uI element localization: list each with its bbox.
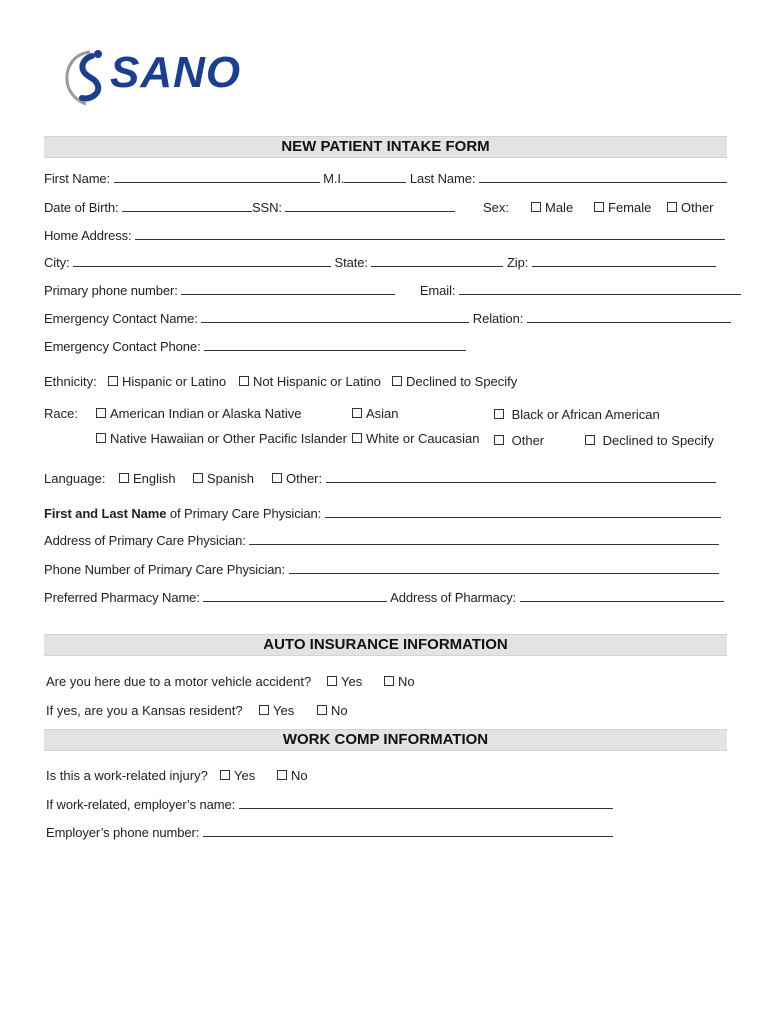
checkbox-icon[interactable] bbox=[259, 705, 269, 715]
email-field[interactable] bbox=[459, 283, 741, 295]
option-label: English bbox=[133, 471, 176, 486]
checkbox-icon[interactable] bbox=[96, 433, 106, 443]
emergency-contact-phone-label: Emergency Contact Phone: bbox=[44, 339, 201, 354]
dob-field[interactable] bbox=[122, 200, 252, 212]
city-label: City: bbox=[44, 255, 70, 270]
checkbox-icon[interactable] bbox=[277, 770, 287, 780]
checkbox-icon[interactable] bbox=[239, 376, 249, 386]
emergency-phone-row bbox=[44, 339, 466, 355]
option-label: Male bbox=[545, 200, 574, 215]
race-option-declined[interactable] bbox=[585, 433, 714, 449]
language-option-other[interactable] bbox=[272, 471, 716, 487]
checkbox-icon[interactable] bbox=[327, 676, 337, 686]
option-label: Spanish bbox=[207, 471, 254, 486]
zip-field[interactable] bbox=[532, 255, 716, 267]
pharmacy-name-label: Preferred Pharmacy Name: bbox=[44, 590, 200, 605]
option-label: Yes bbox=[273, 703, 295, 718]
option-label: No bbox=[331, 703, 348, 718]
city-field[interactable] bbox=[73, 255, 331, 267]
checkbox-icon[interactable] bbox=[220, 770, 230, 780]
option-label: Native Hawaiian or Other Pacific Islander bbox=[110, 431, 347, 446]
sano-logo bbox=[62, 44, 258, 112]
logo-text: SANO bbox=[110, 48, 242, 97]
state-field[interactable] bbox=[371, 255, 503, 267]
race-option-native-hawaiian[interactable] bbox=[96, 431, 347, 447]
form-title: NEW PATIENT INTAKE FORM bbox=[44, 136, 727, 158]
emergency-contact-name-field[interactable] bbox=[201, 311, 469, 323]
employer-phone-row bbox=[46, 825, 613, 841]
first-name-field[interactable] bbox=[114, 171, 320, 183]
physician-name-row bbox=[44, 506, 721, 522]
physician-phone-label: Phone Number of Primary Care Physician: bbox=[44, 562, 286, 577]
pharmacy-row bbox=[44, 590, 724, 606]
physician-name-label: of Primary Care Physician: bbox=[169, 506, 322, 521]
race-option-american-indian[interactable] bbox=[96, 406, 301, 422]
checkbox-icon[interactable] bbox=[384, 676, 394, 686]
employer-name-field[interactable] bbox=[239, 797, 613, 809]
auto-q2-yes[interactable] bbox=[259, 703, 294, 719]
option-label: Hispanic or Latino bbox=[122, 374, 227, 389]
checkbox-icon[interactable] bbox=[193, 473, 203, 483]
state-label: State: bbox=[334, 255, 368, 270]
physician-address-field[interactable] bbox=[249, 533, 719, 545]
employer-phone-label: Employer’s phone number: bbox=[46, 825, 200, 840]
home-address-label: Home Address: bbox=[44, 228, 132, 243]
sex-option-female[interactable] bbox=[594, 200, 651, 216]
option-label: Declined to Specify bbox=[406, 374, 518, 389]
emergency-contact-row bbox=[44, 311, 731, 327]
ssn-label: SSN: bbox=[251, 200, 282, 215]
auto-q1-yes[interactable] bbox=[327, 674, 362, 690]
option-label: Other bbox=[511, 433, 545, 448]
physician-address-label: Address of Primary Care Physician: bbox=[44, 533, 246, 548]
option-label: Other bbox=[681, 200, 714, 215]
checkbox-icon[interactable] bbox=[494, 435, 504, 445]
checkbox-icon[interactable] bbox=[494, 409, 504, 419]
work-q1-yes[interactable] bbox=[220, 768, 255, 784]
pharmacy-name-field[interactable] bbox=[203, 590, 387, 602]
option-label: Yes bbox=[234, 768, 256, 783]
physician-phone-field[interactable] bbox=[289, 562, 719, 574]
checkbox-icon[interactable] bbox=[594, 202, 604, 212]
checkbox-icon[interactable] bbox=[667, 202, 677, 212]
first-name-row bbox=[44, 171, 727, 187]
physician-name-bold-label: First and Last Name bbox=[44, 506, 167, 521]
primary-phone-label: Primary phone number: bbox=[44, 283, 178, 298]
mi-label: M.I. bbox=[323, 171, 345, 186]
relation-label: Relation: bbox=[472, 311, 524, 326]
ethnicity-label: Ethnicity: bbox=[44, 374, 97, 389]
employer-phone-field[interactable] bbox=[203, 825, 613, 837]
zip-label: Zip: bbox=[506, 255, 529, 270]
race-option-asian[interactable] bbox=[352, 406, 399, 422]
option-label: Other: bbox=[286, 471, 323, 486]
checkbox-icon[interactable] bbox=[96, 408, 106, 418]
option-label: No bbox=[291, 768, 308, 783]
physician-name-field[interactable] bbox=[325, 506, 721, 518]
auto-q2-no[interactable] bbox=[317, 703, 348, 719]
auto-q2-label: If yes, are you a Kansas resident? bbox=[46, 703, 243, 718]
pharmacy-address-field[interactable] bbox=[520, 590, 724, 602]
physician-address-row bbox=[44, 533, 719, 549]
language-option-english[interactable] bbox=[119, 471, 176, 487]
pharmacy-address-label: Address of Pharmacy: bbox=[390, 590, 517, 605]
race-option-white[interactable] bbox=[352, 431, 479, 447]
first-name-label: First Name: bbox=[44, 171, 111, 186]
last-name-field[interactable] bbox=[479, 171, 727, 183]
work-q1-label: Is this a work-related injury? bbox=[46, 768, 208, 783]
relation-field[interactable] bbox=[527, 311, 731, 323]
ssn-field[interactable] bbox=[285, 200, 455, 212]
option-label: Asian bbox=[366, 406, 399, 421]
checkbox-icon[interactable] bbox=[585, 435, 595, 445]
home-address-row bbox=[44, 228, 725, 244]
ethnicity-option-not-hispanic[interactable] bbox=[239, 374, 381, 390]
option-label: White or Caucasian bbox=[366, 431, 480, 446]
checkbox-icon[interactable] bbox=[272, 473, 282, 483]
phone-row bbox=[44, 283, 741, 299]
last-name-label: Last Name: bbox=[409, 171, 476, 186]
dob-row bbox=[44, 200, 455, 216]
language-option-spanish[interactable] bbox=[193, 471, 254, 487]
city-row bbox=[44, 255, 716, 271]
auto-q1-label: Are you here due to a motor vehicle accident? bbox=[46, 674, 312, 689]
ethnicity-option-hispanic[interactable] bbox=[108, 374, 226, 390]
home-address-field[interactable] bbox=[135, 228, 725, 240]
checkbox-icon[interactable] bbox=[108, 376, 118, 386]
employer-name-row bbox=[46, 797, 613, 813]
email-label: Email: bbox=[419, 283, 456, 298]
option-label: No bbox=[398, 674, 415, 689]
work-q1-no[interactable] bbox=[277, 768, 308, 784]
mi-field[interactable] bbox=[344, 171, 406, 183]
race-option-black[interactable] bbox=[494, 407, 660, 423]
option-label: American Indian or Alaska Native bbox=[110, 406, 302, 421]
option-label: Not Hispanic or Latino bbox=[253, 374, 381, 389]
sex-label: Sex: bbox=[483, 200, 510, 215]
checkbox-icon[interactable] bbox=[531, 202, 541, 212]
auto-insurance-title: AUTO INSURANCE INFORMATION bbox=[44, 634, 727, 656]
language-other-field[interactable] bbox=[326, 471, 716, 483]
checkbox-icon[interactable] bbox=[352, 433, 362, 443]
sex-option-other[interactable] bbox=[667, 200, 714, 216]
checkbox-icon[interactable] bbox=[119, 473, 129, 483]
option-label: Yes bbox=[341, 674, 363, 689]
checkbox-icon[interactable] bbox=[317, 705, 327, 715]
physician-phone-row bbox=[44, 562, 719, 578]
dob-label: Date of Birth: bbox=[44, 200, 119, 215]
language-label: Language: bbox=[44, 471, 106, 486]
option-label: Black or African American bbox=[511, 407, 660, 422]
option-label: Female bbox=[608, 200, 652, 215]
checkbox-icon[interactable] bbox=[352, 408, 362, 418]
sex-option-male[interactable] bbox=[531, 200, 573, 216]
emergency-contact-phone-field[interactable] bbox=[204, 339, 466, 351]
race-option-other[interactable] bbox=[494, 433, 544, 449]
ethnicity-option-declined[interactable] bbox=[392, 374, 517, 390]
checkbox-icon[interactable] bbox=[392, 376, 402, 386]
employer-name-label: If work-related, employer’s name: bbox=[46, 797, 236, 812]
option-label: Declined to Specify bbox=[602, 433, 714, 448]
work-comp-title: WORK COMP INFORMATION bbox=[44, 729, 727, 751]
auto-q1-no[interactable] bbox=[384, 674, 415, 690]
emergency-contact-name-label: Emergency Contact Name: bbox=[44, 311, 198, 326]
race-label: Race: bbox=[44, 406, 78, 421]
primary-phone-field[interactable] bbox=[181, 283, 395, 295]
